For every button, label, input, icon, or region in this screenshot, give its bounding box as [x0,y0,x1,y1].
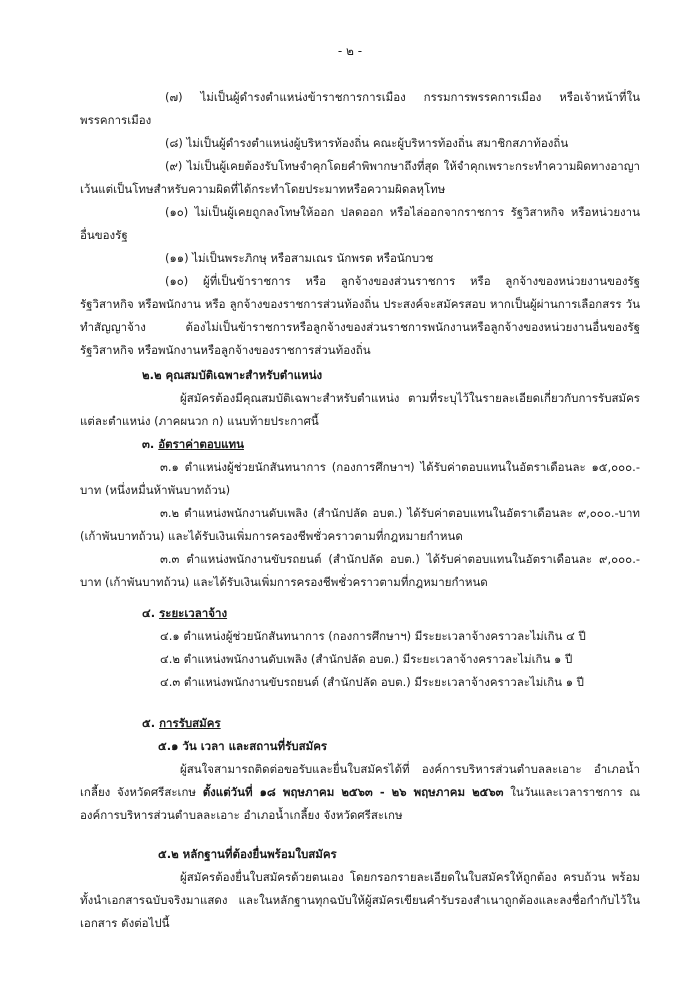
section-3-3: ๓.๓ ตำแหน่งพนักงานขับรถยนต์ (สำนักปลัด อบต.) ได้รับค่าตอบแทนในอัตราเดือนละ ๙,๐๐๐.-บาท (เก้าพันบาทถ้วน) และได้รับเงินเพิ่มการครองชีพชั่วคราวตามที่กฎหมายกำหนด [80,552,640,589]
section-3-2: ๓.๒ ตำแหน่งพนักงานดับเพลิง (สำนักปลัด อบต.) ได้รับค่าตอบแทนในอัตราเดือนละ ๙,๐๐๐.-บาท (เก้าพันบาทถ้วน) และได้รับเงินเพิ่มการครองชีพชั่วคราวตามที่กฎหมายกำหนด [80,506,640,543]
section-5-2-body: ผู้สมัครต้องยื่นใบสมัครด้วยตนเอง โดยกรอกรายละเอียดในใบสมัครให้ถูกต้อง ครบถ้วน พร้อมทั้งนำเอกสารฉบับจริงมาแสดง และในหลักฐานทุกฉบับให้ผู้สมัครเขียนคำรับรองสำเนาถูกต้องและลงชื่อกำกับไว้ในเอกสาร ดังต่อไปนี้ [80,870,640,930]
section-5-1-text-a: ผู้สนใจสามารถติดต่อขอรับและยื่นใบสมัครได้ที่ องค์การบริหารส่วนตำบลละเอาะ อำเภอน้ำเกลี้ยง จังหวัดศรีสะเกษ [80,762,640,799]
section-4-2: ๔.๒ ตำแหน่งพนักงานดับเพลิง (สำนักปลัด อบต.) มีระยะเวลาจ้างคราวละไม่เกิน ๑ ปี [160,652,573,666]
qualification-item-9: (๙) ไม่เป็นผู้เคยต้องรับโทษจำคุกโดยคำพิพากษาถึงที่สุด ให้จำคุกเพราะกระทำความผิดทางอาญาเว้นแต่เป็นโทษสำหรับความผิดที่ได้กระทำโดยประมาทหรือความผิดลหุโทษ [80,159,640,196]
section-3-heading [142,433,244,456]
section-4-1: ๔.๑ ตำแหน่งผู้ช่วยนักสันทนาการ (กองการศึกษาฯ) มีระยะเวลาจ้างคราวละไม่เกิน ๔ ปี [160,629,586,643]
qualification-item-7: (๗) ไม่เป็นผู้ดำรงตำแหน่งข้าราชการการเมือง กรรมการพรรคการเมือง หรือเจ้าหน้าที่ในพรรคการเมือง [80,90,640,127]
section-5-1-heading: ๕.๑ วัน เวลา และสถานที่รับสมัคร [158,739,328,753]
section-5-title: การรับสมัคร [159,716,221,730]
section-3-number: ๓. [142,437,155,451]
section-3-title: อัตราค่าตอบแทน [158,437,244,451]
section-4-number: ๔. [142,606,156,620]
application-period: ตั้งแต่วันที่ ๑๘ พฤษภาคม ๒๕๖๓ - ๒๖ พฤษภาคม ๒๕๖๓ [202,785,504,799]
qualification-item-11: (๑๑) ไม่เป็นพระภิกษุ หรือสามเณร นักพรต หรือนักบวช [165,251,434,265]
section-3-1: ๓.๑ ตำแหน่งผู้ช่วยนักสันทนาการ (กองการศึกษาฯ) ได้รับค่าตอบแทนในอัตราเดือนละ ๑๕,๐๐๐.-บาท (หนึ่งหมื่นห้าพันบาทถ้วน) [80,460,640,497]
section-5-number: ๕. [142,716,156,730]
section-5-2-heading: ๕.๒ หลักฐานที่ต้องยื่นพร้อมใบสมัคร [158,847,337,861]
qualification-item-12: (๑๐) ผู้ที่เป็นข้าราชการ หรือ ลูกจ้างของส่วนราชการ หรือ ลูกจ้างของหน่วยงานของรัฐ รัฐวิสาหกิจ หรือพนักงาน หรือ ลูกจ้างของราชการส่วนท้องถิ่น ประสงค์จะสมัครสอบ หากเป็นผู้ผ่านการเลือกสรร วันทำสัญญาจ้าง ต้องไม่เป็นข้าราชการหรือลูกจ้างของส่วนราชการพนักงานหรือลูกจ้างของหน่วยงานอื่นของรัฐ รัฐวิสาหกิจ หรือพนักงานหรือลูกจ้างของราชการส่วนท้องถิ่น [80,274,640,357]
section-5-1-body [80,758,640,827]
section-2-2-body: ผู้สมัครต้องมีคุณสมบัติเฉพาะสำหรับตำแหน่ง ตามที่ระบุไว้ในรายละเอียดเกี่ยวกับการรับสมัครแต่ละตำแหน่ง (ภาคผนวก ก) แนบท้ายประกาศนี้ [80,391,640,428]
section-5-heading [142,712,221,735]
section-4-title: ระยะเวลาจ้าง [159,606,228,620]
section-5-1-text-b: ในวันและเวลาราชการ ณ องค์การบริหารส่วนตำบลละเอาะ อำเภอน้ำเกลี้ยง จังหวัดศรีสะเกษ [80,785,640,822]
page-number: - ๒ - [337,44,363,58]
qualification-item-8: (๘) ไม่เป็นผู้ดำรงตำแหน่งผู้บริหารท้องถิ่น คณะผู้บริหารท้องถิ่น สมาชิกสภาท้องถิ่น [165,136,569,150]
section-2-2-heading: ๒.๒ คุณสมบัติเฉพาะสำหรับตำแหน่ง [142,368,323,382]
section-4-heading [142,602,227,625]
qualification-item-10: (๑๐) ไม่เป็นผู้เคยถูกลงโทษให้ออก ปลดออก หรือไล่ออกจากราชการ รัฐวิสาหกิจ หรือหน่วยงานอื่นของรัฐ [80,205,640,242]
section-4-3: ๔.๓ ตำแหน่งพนักงานขับรถยนต์ (สำนักปลัด อบต.) มีระยะเวลาจ้างคราวละไม่เกิน ๑ ปี [160,675,584,689]
